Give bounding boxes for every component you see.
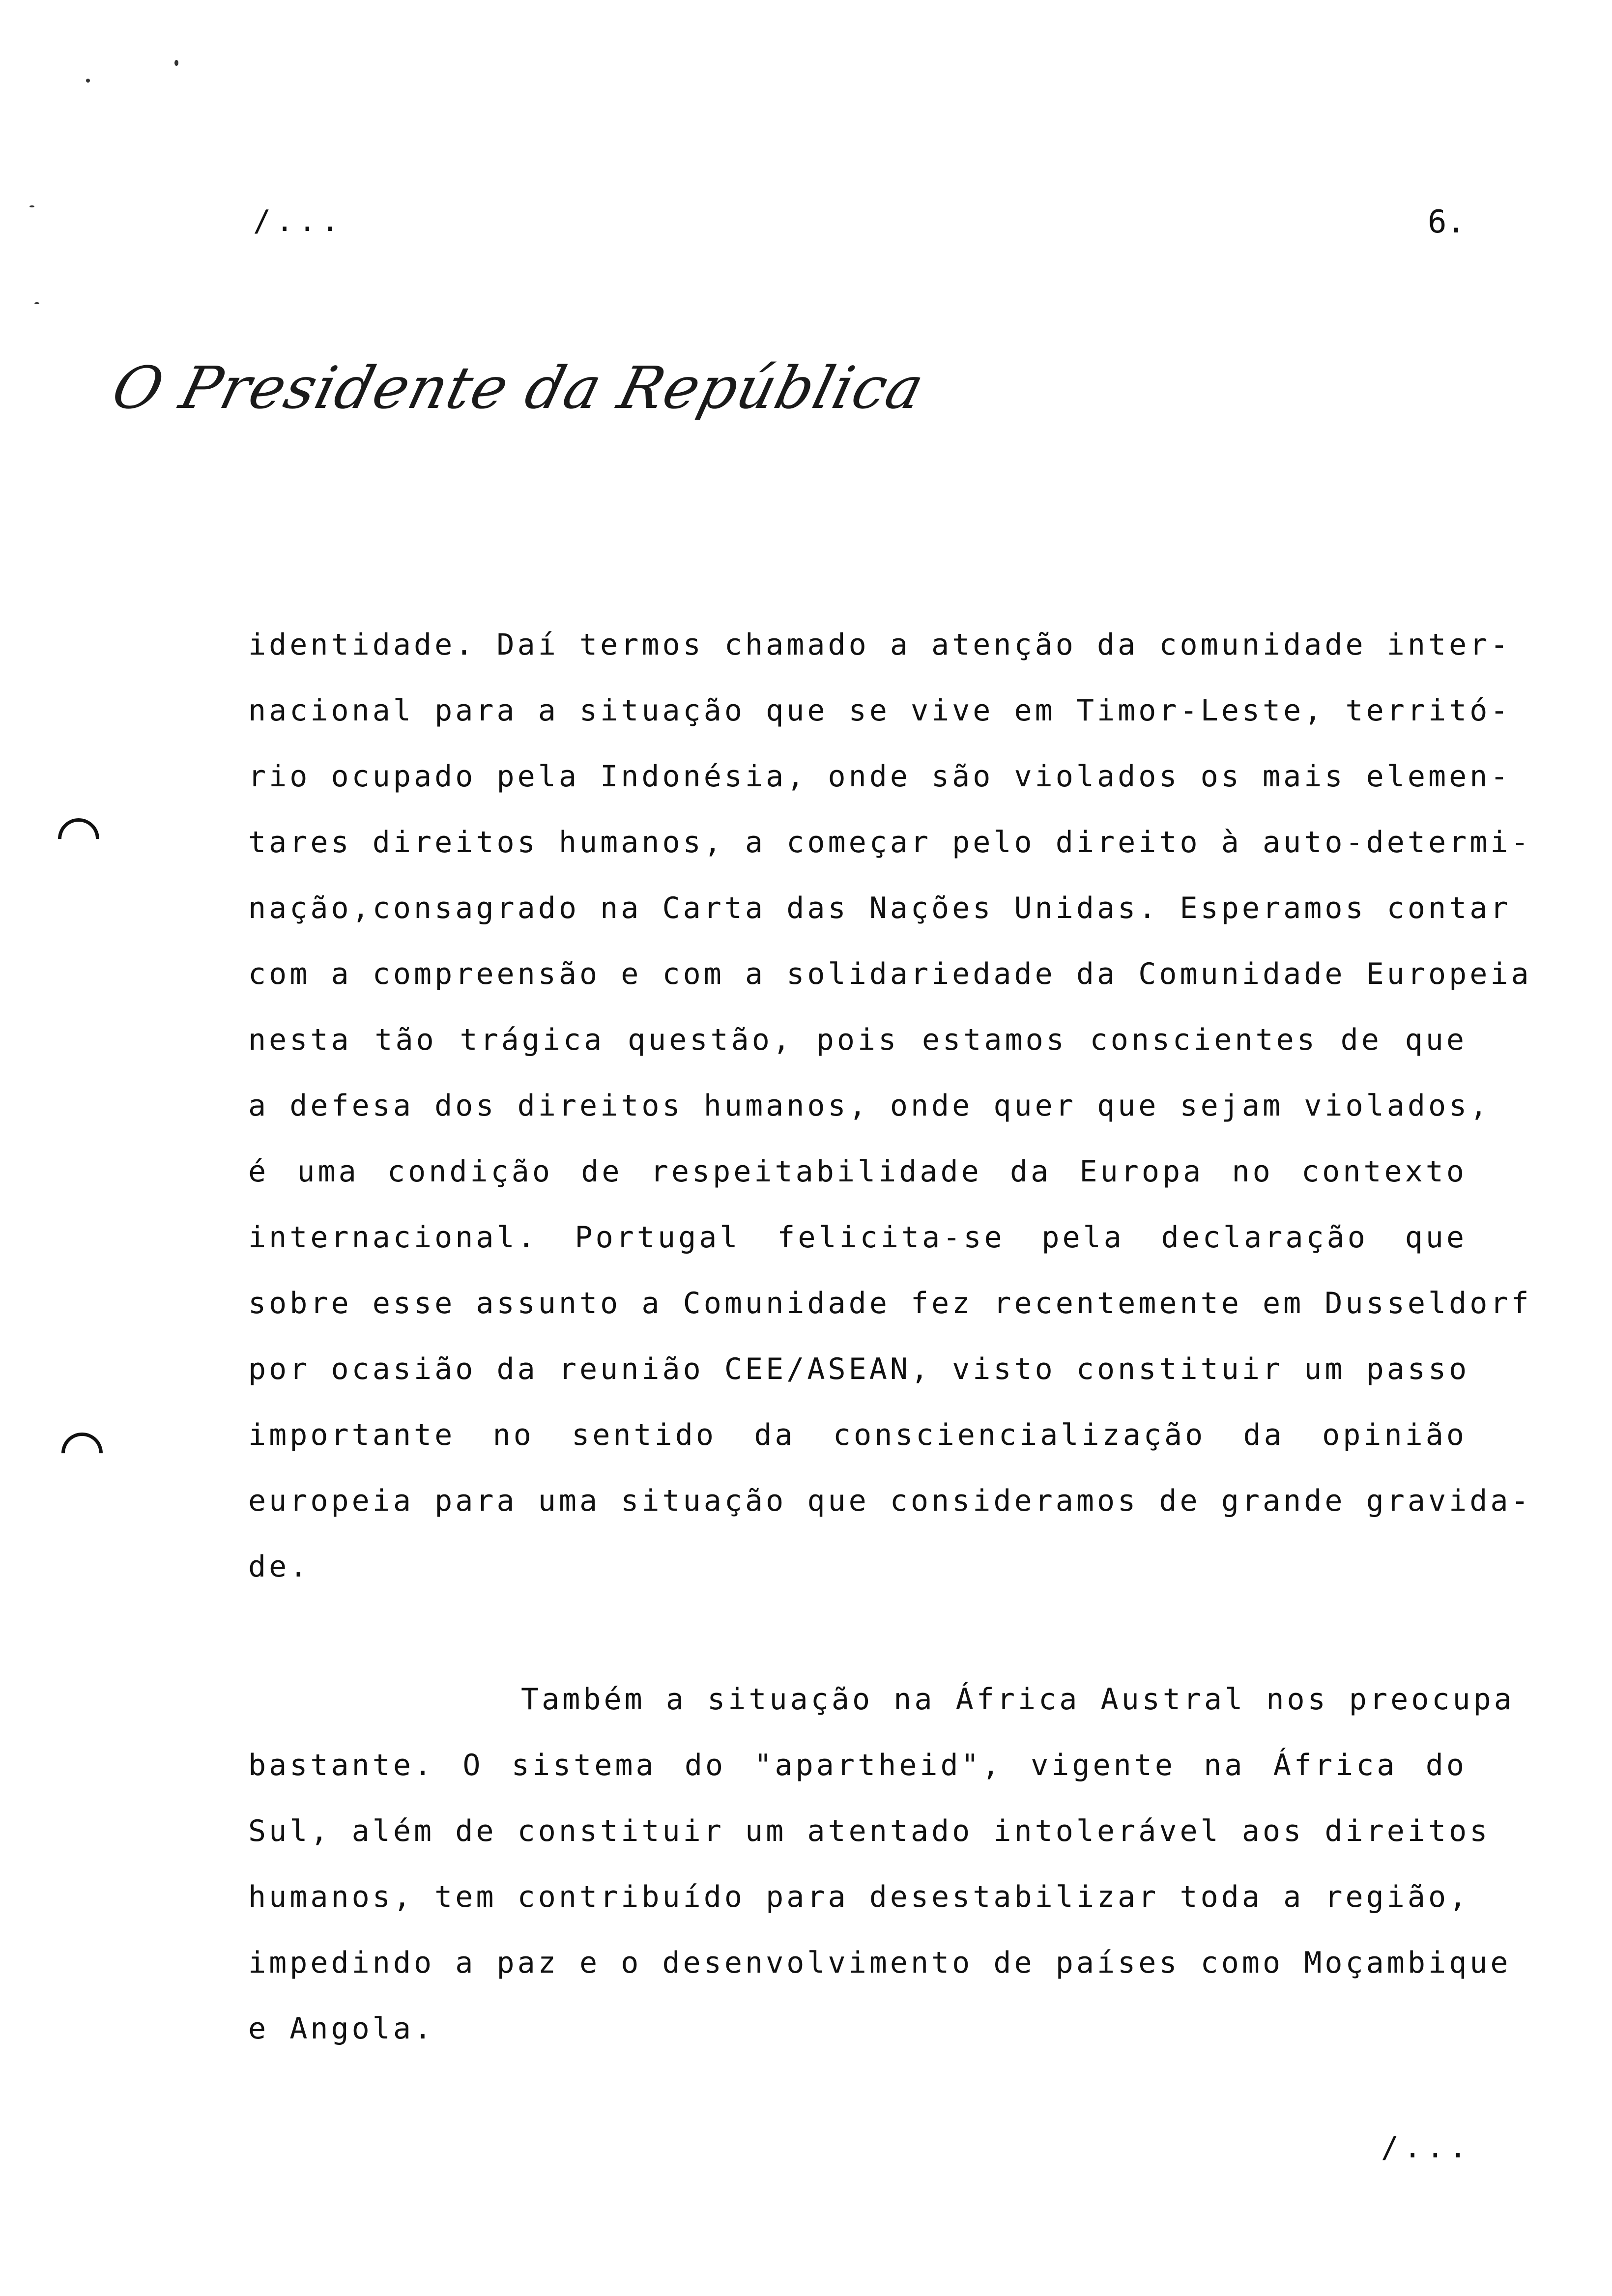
letterhead-title: O Presidente da República xyxy=(106,354,931,422)
text-line: nacional para a situação que se vive em Timor-Leste, territó- xyxy=(248,693,1511,728)
scan-speck xyxy=(29,205,34,207)
text-line: é uma condição de respeitabilidade da Europa no contexto xyxy=(248,1154,1467,1189)
text-line: humanos, tem contribuído para desestabilizar toda a região, xyxy=(248,1880,1470,1914)
margin-mark-2 xyxy=(53,1424,112,1483)
scan-speck xyxy=(34,302,39,304)
text-line: por ocasião da reunião CEE/ASEAN, visto constituir um passo xyxy=(248,1352,1470,1386)
text-line: identidade. Daí termos chamado a atenção da comunidade inter- xyxy=(248,628,1511,662)
text-line: e Angola. xyxy=(248,2011,435,2046)
footer-continuation-mark: /... xyxy=(1381,2130,1472,2165)
text-line: impedindo a paz e o desenvolvimento de países como Moçambique xyxy=(248,1946,1511,1980)
text-line: bastante. O sistema do "apartheid", vigente na África do xyxy=(248,1748,1467,1782)
text-line: com a compreensão e com a solidariedade da Comunidade Europeia xyxy=(248,957,1532,991)
text-line: nesta tão trágica questão, pois estamos conscientes de que xyxy=(248,1023,1467,1057)
header-continuation-mark: /... xyxy=(253,204,344,238)
text-line: a defesa dos direitos humanos, onde quer que sejam violados, xyxy=(248,1089,1491,1123)
text-line: sobre esse assunto a Comunidade fez recentemente em Dusseldorf xyxy=(248,1286,1532,1320)
text-line: de. xyxy=(248,1550,311,1584)
text-line: europeia para uma situação que consideramos de grande gravida- xyxy=(248,1484,1532,1518)
text-line: tares direitos humanos, a começar pelo direito à auto-determi- xyxy=(248,825,1532,860)
scan-speck xyxy=(174,60,178,66)
page-number: 6. xyxy=(1428,204,1466,240)
text-line: internacional. Portugal felicita-se pela declaração que xyxy=(248,1220,1467,1255)
text-line: importante no sentido da consciencialização da opinião xyxy=(248,1418,1467,1452)
text-line: Também a situação na África Austral nos preocupa xyxy=(521,1682,1515,1717)
scan-speck xyxy=(86,79,90,83)
text-line: rio ocupado pela Indonésia, onde são violados os mais elemen- xyxy=(248,759,1511,794)
text-line: Sul, além de constituir um atentado intolerável aos direitos xyxy=(248,1814,1491,1848)
margin-mark-1 xyxy=(50,810,108,868)
text-line: nação,consagrado na Carta das Nações Unidas. Esperamos contar xyxy=(248,891,1511,925)
